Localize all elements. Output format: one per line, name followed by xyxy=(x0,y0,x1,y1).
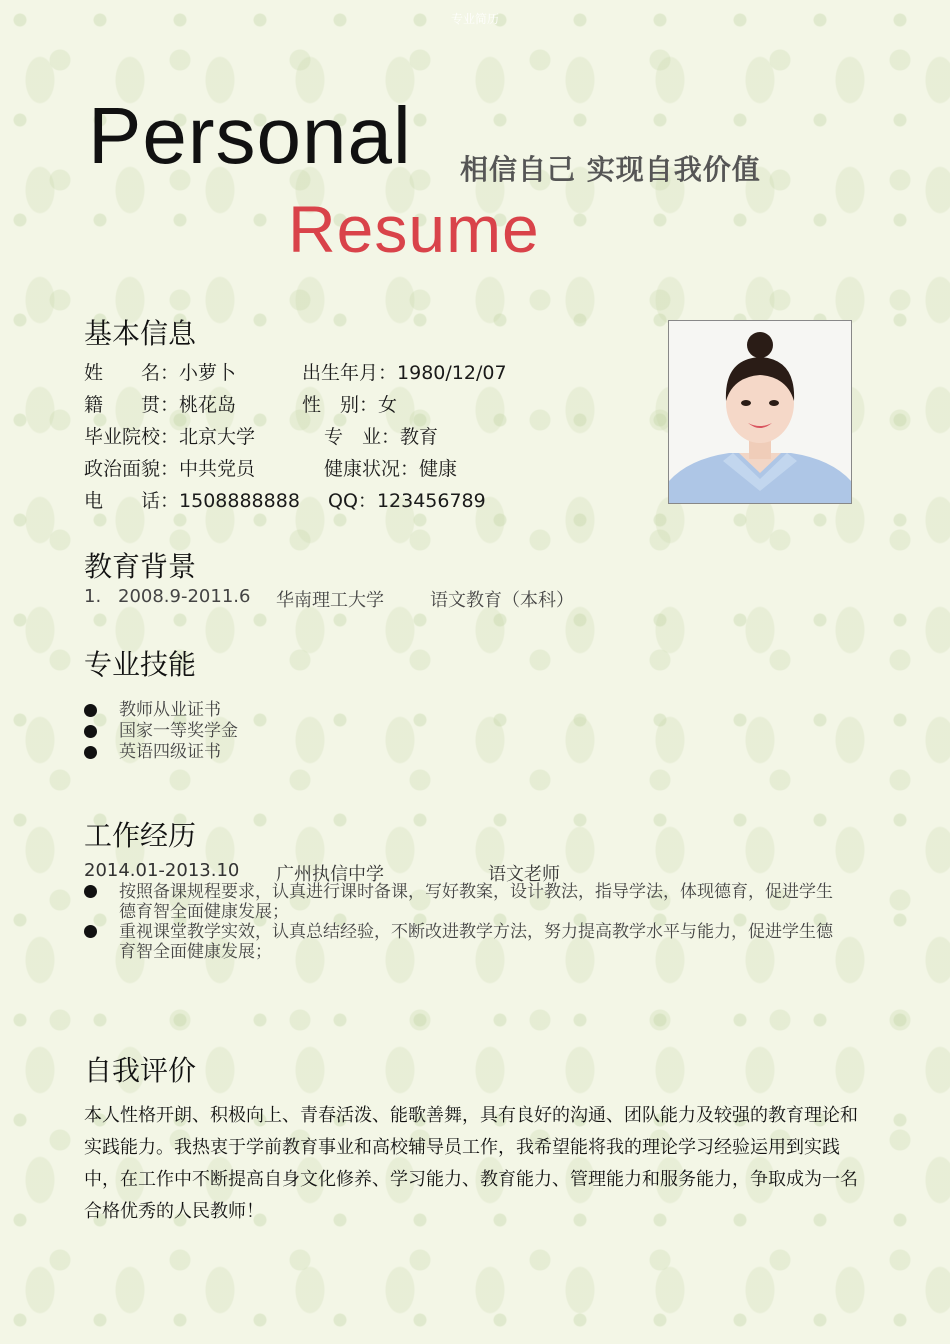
list-item: 重视课堂教学实效，认真总结经验，不断改进教学方法，努力提高教学水平与能力，促进学生德育智全面健康发展； xyxy=(84,922,844,962)
education-index: 1. xyxy=(84,586,102,607)
list-item: 英语四级证书 xyxy=(84,742,238,763)
info-school: 毕业院校：北京大学 xyxy=(84,426,256,448)
watermark: 专业简历 xyxy=(450,12,499,26)
work-role: 语文老师 xyxy=(488,864,560,885)
education-period: 2008.9-2011.6 xyxy=(118,586,251,607)
info-name: 姓 名：小萝卜 xyxy=(84,362,237,384)
info-politics: 政治面貌：中共党员 xyxy=(84,458,256,480)
title-personal: Personal xyxy=(88,91,412,180)
work-company: 广州执信中学 xyxy=(276,864,384,885)
info-phone: 电 话：1508888888 xyxy=(84,490,300,512)
profile-photo xyxy=(668,320,852,504)
bullet-icon xyxy=(84,746,97,759)
list-item: 教师从业证书 xyxy=(84,700,238,721)
skills-list xyxy=(84,700,238,763)
info-major: 专 业：教育 xyxy=(324,426,439,448)
list-item: 国家一等奖学金 xyxy=(84,721,238,742)
section-title-skills: 专业技能 xyxy=(84,648,197,681)
info-gender: 性 别：女 xyxy=(302,394,398,416)
list-item: 按照备课规程要求，认真进行课时备课，写好教案，设计教法，指导学法，体现德育，促进学生德育智全面健康发展； xyxy=(84,882,844,922)
education-major: 语文教育（本科） xyxy=(430,590,574,611)
slogan: 相信自己 实现自我价值 xyxy=(460,153,761,186)
bullet-icon xyxy=(84,925,97,938)
bullet-icon xyxy=(84,704,97,717)
title-resume: Resume xyxy=(288,192,540,266)
section-title-basic: 基本信息 xyxy=(84,317,197,350)
section-title-work: 工作经历 xyxy=(84,819,197,852)
avatar-portrait-icon xyxy=(669,321,851,503)
section-title-evaluation: 自我评价 xyxy=(84,1054,197,1087)
info-health: 健康状况：健康 xyxy=(324,458,458,480)
info-native: 籍 贯：桃花岛 xyxy=(84,394,237,416)
self-evaluation-text: 本人性格开朗、积极向上、青春活泼、能歌善舞，具有良好的沟通、团队能力及较强的教育理论和实践能力。我热衷于学前教育事业和高校辅导员工作，我希望能将我的理论学习经验运用到实践中，在工作中不断提高自身文化修养、学习能力、教育能力、管理能力和服务能力，争取成为一名合格优秀的人民教师！ xyxy=(84,1105,858,1222)
education-school: 华南理工大学 xyxy=(276,590,384,611)
bullet-icon xyxy=(84,885,97,898)
info-qq: QQ：123456789 xyxy=(328,490,486,512)
section-title-education: 教育背景 xyxy=(84,550,197,583)
work-period: 2014.01-2013.10 xyxy=(84,860,240,881)
bullet-icon xyxy=(84,725,97,738)
info-birth: 出生年月：1980/12/07 xyxy=(302,362,507,384)
work-duties-list xyxy=(84,882,844,962)
